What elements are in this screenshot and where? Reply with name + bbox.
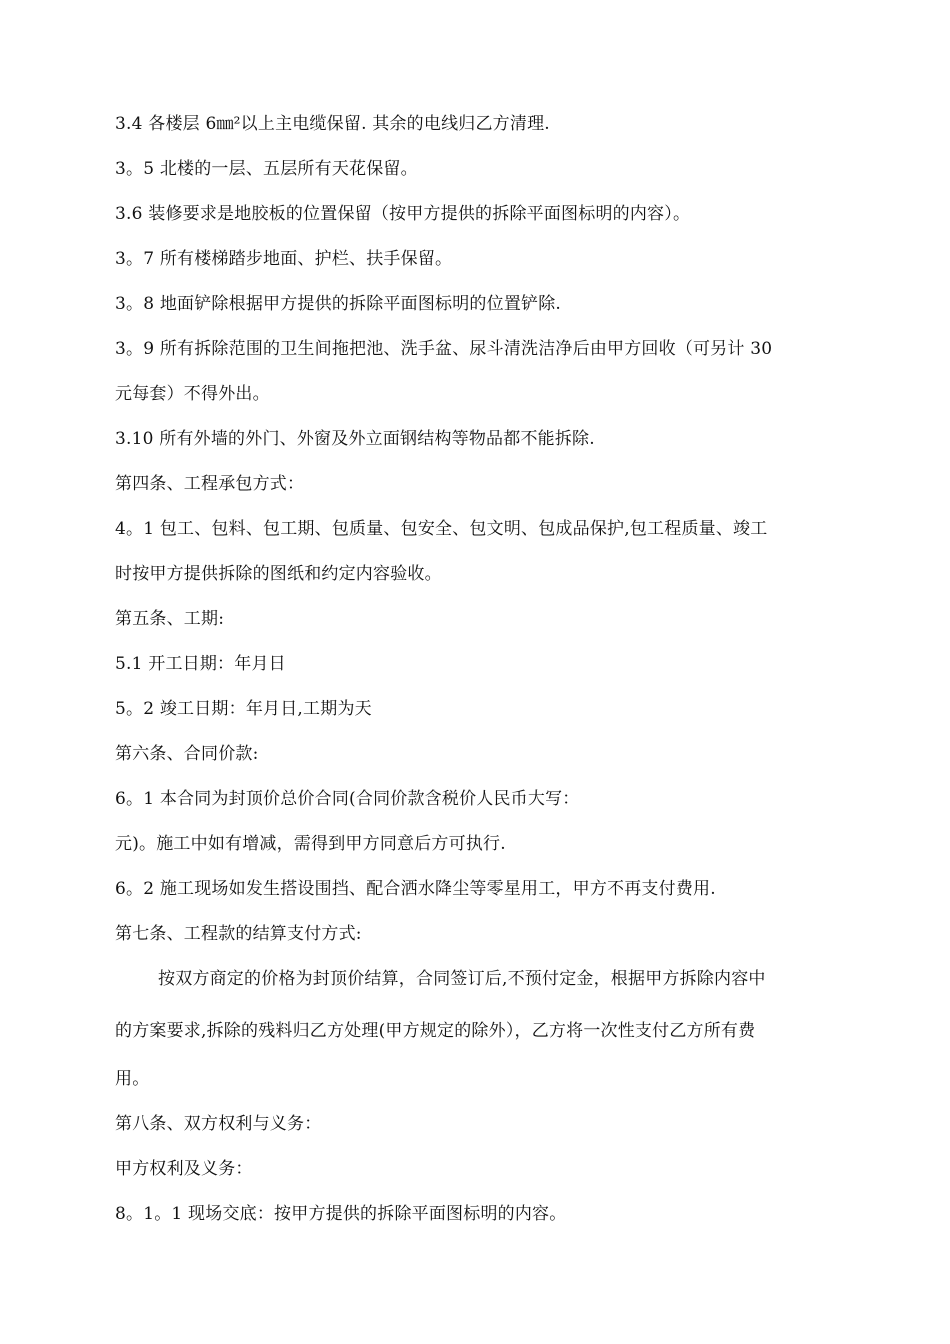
article-7-paragraph-cont: 的方案要求,拆除的残料归乙方处理(甲方规定的除外），乙方将一次性支付乙方所有费 [115, 1021, 756, 1041]
clause-6-1: 6。1 本合同为封顶价总价合同(合同价款含税价人民币大写： [115, 789, 580, 809]
article-4-heading: 第四条、工程承包方式： [115, 474, 305, 494]
article-7-paragraph-end: 用。 [115, 1069, 150, 1089]
clause-4-1-cont: 时按甲方提供拆除的图纸和约定内容验收。 [115, 564, 442, 584]
clause-3-9-cont: 元每套）不得外出。 [115, 384, 270, 404]
clause-3-9: 3。9 所有拆除范围的卫生间拖把池、洗手盆、尿斗清洗洁净后由甲方回收（可另计 30 [115, 339, 773, 359]
clause-3-10: 3.10 所有外墙的外门、外窗及外立面钢结构等物品都不能拆除. [115, 429, 595, 449]
clause-5-2: 5。2 竣工日期：年月日,工期为天 [115, 699, 372, 719]
article-6-heading: 第六条、合同价款: [115, 744, 259, 764]
clause-3-5: 3。5 北楼的一层、五层所有天花保留。 [115, 159, 418, 179]
article-7-paragraph: 按双方商定的价格为封顶价结算，合同签订后,不预付定金，根据甲方拆除内容中 [158, 969, 766, 989]
clause-6-2: 6。2 施工现场如发生搭设围挡、配合洒水降尘等零星用工，甲方不再支付费用. [115, 879, 716, 899]
clause-3-7: 3。7 所有楼梯踏步地面、护栏、扶手保留。 [115, 249, 453, 269]
clause-3-6: 3.6 装修要求是地胶板的位置保留（按甲方提供的拆除平面图标明的内容）。 [115, 204, 691, 224]
article-8-heading: 第八条、双方权利与义务： [115, 1114, 322, 1134]
article-7-heading: 第七条、工程款的结算支付方式: [115, 924, 362, 944]
article-5-heading: 第五条、工期: [115, 609, 225, 629]
clause-8-1-1: 8。1。1 现场交底：按甲方提供的拆除平面图标明的内容。 [115, 1204, 567, 1224]
clause-3-4: 3.4 各楼层 6㎜²以上主电缆保留. 其余的电线归乙方清理. [115, 114, 550, 134]
clause-6-1-cont: 元)。施工中如有增减，需得到甲方同意后方可执行. [115, 834, 506, 854]
clause-4-1: 4。1 包工、包料、包工期、包质量、包安全、包文明、包成品保护,包工程质量、竣工 [115, 519, 768, 539]
clause-5-1: 5.1 开工日期：年月日 [115, 654, 286, 674]
party-a-heading: 甲方权利及义务： [115, 1159, 253, 1179]
clause-3-8: 3。8 地面铲除根据甲方提供的拆除平面图标明的位置铲除. [115, 294, 562, 314]
